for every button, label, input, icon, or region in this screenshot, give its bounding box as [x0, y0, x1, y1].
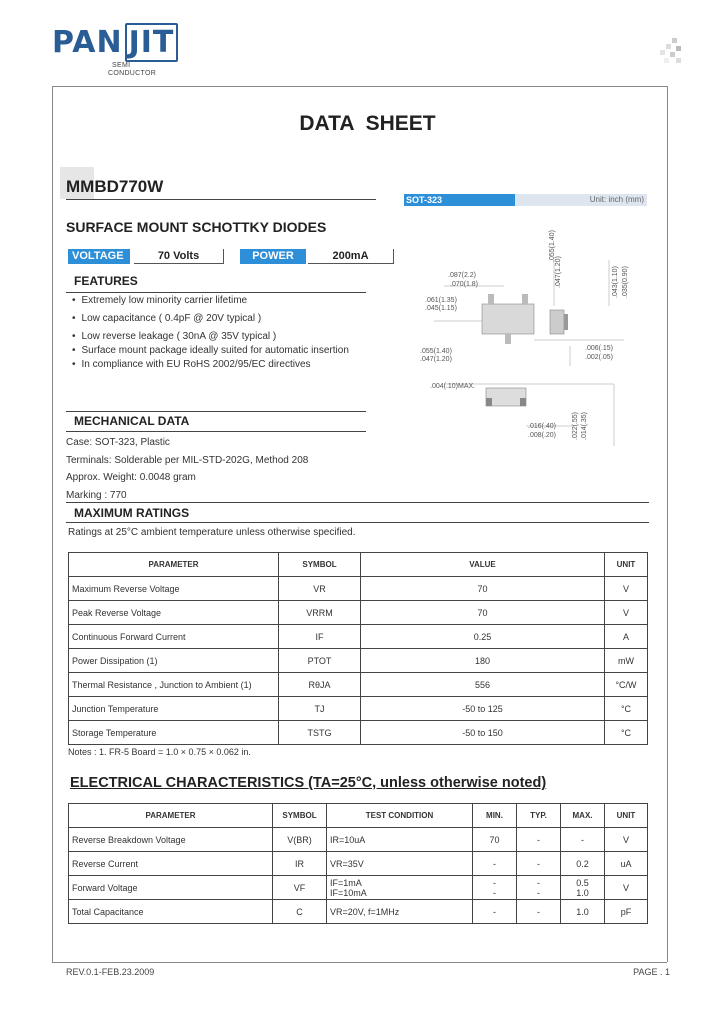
table-row: [69, 601, 648, 625]
feature-item: • Surface mount package ideally suited for automatic insertion: [72, 343, 349, 357]
cell-typ: -: [517, 852, 561, 876]
subtitle: SURFACE MOUNT SCHOTTKY DIODES: [66, 219, 327, 235]
mech-line: [66, 431, 366, 432]
ratings-note: Ratings at 25°C ambient temperature unless otherwise specified.: [68, 527, 356, 538]
max-ratings-table: [68, 552, 648, 745]
cell-parameter: Reverse Breakdown Voltage: [69, 828, 273, 852]
cell-parameter: Forward Voltage: [69, 876, 273, 900]
dim-label: .022(.55): [572, 411, 579, 440]
mech-item: Marking : 770: [66, 489, 127, 501]
part-number: MMBD770W: [66, 177, 164, 196]
cell-unit: pF: [605, 900, 648, 924]
cell-symbol: VR: [279, 577, 361, 601]
table-row: [69, 852, 648, 876]
cell-unit: °C: [605, 697, 648, 721]
logo-subtitle: [108, 62, 156, 78]
cell-min: 70: [473, 828, 517, 852]
cell-unit: V: [605, 876, 648, 900]
frame-left: [52, 86, 53, 962]
dim-label: .087(2.2): [448, 272, 477, 279]
cell-parameter: Peak Reverse Voltage: [69, 601, 279, 625]
mech-item: Terminals: Solderable per MIL-STD-202G, Method 208: [66, 454, 309, 466]
page-number: PAGE . 1: [633, 967, 670, 977]
col-header: TYP.: [517, 804, 561, 828]
features-heading: FEATURES: [74, 274, 138, 288]
frame-right: [667, 86, 668, 962]
cell-symbol: IR: [273, 852, 327, 876]
table-row: [69, 876, 648, 900]
logo-sub-1: SEMI: [112, 62, 131, 69]
corner-dots-icon: [642, 38, 682, 64]
cell-parameter: Storage Temperature: [69, 721, 279, 745]
mechanical-list: [66, 434, 308, 504]
package-unit: Unit: inch (mm): [589, 195, 644, 204]
cell-unit: V: [605, 577, 648, 601]
logo-jit: JIT: [125, 23, 179, 62]
cell-value: 556: [361, 673, 605, 697]
cell-max: -: [561, 828, 605, 852]
cell-parameter: Junction Temperature: [69, 697, 279, 721]
cell-unit: °C: [605, 721, 648, 745]
dim-label: .006(.15): [585, 345, 614, 352]
cell-unit: mW: [605, 649, 648, 673]
cell-parameter: Reverse Current: [69, 852, 273, 876]
cell-typ: -: [517, 828, 561, 852]
ratings-line: [66, 522, 649, 523]
cell-parameter: Total Capacitance: [69, 900, 273, 924]
mech-item: Approx. Weight: 0.0048 gram: [66, 472, 196, 483]
dim-label: .047(1.20): [555, 256, 562, 288]
table-row: [69, 900, 648, 924]
dim-label: .055(1.40): [549, 230, 556, 262]
feature-item: • In compliance with EU RoHS 2002/95/EC directives: [72, 357, 349, 373]
feature-item: • Low reverse leakage ( 30nA @ 35V typical ): [72, 329, 349, 343]
mech-line-top: [66, 411, 366, 412]
table-header-row: [69, 553, 648, 577]
cell-unit: A: [605, 625, 648, 649]
cell-unit: V: [605, 601, 648, 625]
frame-top: [52, 86, 667, 87]
dim-label: .004(.10)MAX.: [430, 383, 476, 390]
cell-value: 70: [361, 601, 605, 625]
dim-label: .002(.05): [585, 354, 614, 361]
features-list: [72, 293, 349, 373]
cell-symbol: RθJA: [279, 673, 361, 697]
voltage-value: 70 Volts: [134, 249, 224, 264]
cell-condition: VR=20V, f=1MHz: [327, 900, 473, 924]
table-row: [69, 577, 648, 601]
cell-typ: - -: [517, 876, 561, 900]
cell-value: 0.25: [361, 625, 605, 649]
mech-item: Case: SOT-323, Plastic: [66, 437, 170, 448]
table-row: [69, 673, 648, 697]
dim-label: .008(.20): [528, 432, 557, 439]
cell-unit: V: [605, 828, 648, 852]
cell-value: -50 to 150: [361, 721, 605, 745]
cell-symbol: IF: [279, 625, 361, 649]
cell-min: -: [473, 900, 517, 924]
cell-condition: IR=10uA: [327, 828, 473, 852]
table-row: [69, 649, 648, 673]
logo-sub-2: CONDUCTOR: [108, 70, 157, 77]
cell-value: 70: [361, 577, 605, 601]
col-header: MIN.: [473, 804, 517, 828]
col-header: MAX.: [561, 804, 605, 828]
col-header: PARAMETER: [69, 804, 273, 828]
cell-typ: -: [517, 900, 561, 924]
cell-max: 0.5 1.0: [561, 876, 605, 900]
cell-symbol: VRRM: [279, 601, 361, 625]
cell-unit: uA: [605, 852, 648, 876]
max-ratings-heading: MAXIMUM RATINGS: [74, 506, 190, 520]
cell-value: 180: [361, 649, 605, 673]
cell-symbol: C: [273, 900, 327, 924]
cell-min: - -: [473, 876, 517, 900]
power-value: 200mA: [308, 249, 394, 264]
table-row: [69, 697, 648, 721]
dim-label: .045(1.15): [425, 305, 457, 312]
cell-parameter: Thermal Resistance , Junction to Ambient (1): [69, 673, 279, 697]
cell-unit: °C/W: [605, 673, 648, 697]
cell-value: -50 to 125: [361, 697, 605, 721]
revision: REV.0.1-FEB.23.2009: [66, 967, 155, 977]
electrical-table: [68, 803, 648, 924]
page-title: DATA SHEET: [299, 112, 436, 135]
frame-bottom: [52, 962, 667, 963]
cell-parameter: Maximum Reverse Voltage: [69, 577, 279, 601]
logo-pan: PAN: [52, 25, 123, 60]
feature-item: • Low capacitance ( 0.4pF @ 20V typical ): [72, 311, 349, 329]
dim-label: .043(1.10): [612, 266, 619, 298]
cell-condition: IF=1mA IF=10mA: [327, 876, 473, 900]
table-row: [69, 721, 648, 745]
cell-condition: VR=35V: [327, 852, 473, 876]
part-underline: [66, 199, 376, 200]
mechanical-heading: MECHANICAL DATA: [74, 414, 190, 428]
dim-label: .016(.40): [528, 423, 557, 430]
cell-min: -: [473, 852, 517, 876]
table-row: [69, 625, 648, 649]
col-header: SYMBOL: [279, 553, 361, 577]
dim-label: .070(1.8): [450, 281, 479, 288]
table-header-row: [69, 804, 648, 828]
cell-symbol: TJ: [279, 697, 361, 721]
electrical-heading: ELECTRICAL CHARACTERISTICS (TA=25°C, unless otherwise noted): [70, 775, 547, 791]
dim-label: .035(0.90): [622, 266, 629, 298]
cell-symbol: PTOT: [279, 649, 361, 673]
col-header: UNIT: [605, 553, 648, 577]
package-name: SOT-323: [404, 194, 515, 206]
power-label: POWER: [240, 249, 306, 264]
feature-item: • Extremely low minority carrier lifetime: [72, 293, 349, 311]
dim-label: .055(1.40): [420, 348, 452, 355]
ratings-line-top: [66, 502, 649, 503]
cell-symbol: TSTG: [279, 721, 361, 745]
dim-label: .061(1.35): [425, 297, 457, 304]
cell-parameter: Continuous Forward Current: [69, 625, 279, 649]
cell-symbol: V(BR): [273, 828, 327, 852]
dim-label: .047(1.20): [420, 356, 452, 363]
cell-max: 0.2: [561, 852, 605, 876]
cell-symbol: VF: [273, 876, 327, 900]
voltage-label: VOLTAGE: [68, 249, 130, 264]
ratings-notes: Notes : 1. FR-5 Board = 1.0 × 0.75 × 0.062 in.: [68, 747, 251, 757]
dim-label: .014(.35): [581, 411, 588, 440]
col-header: SYMBOL: [273, 804, 327, 828]
cell-parameter: Power Dissipation (1): [69, 649, 279, 673]
cell-max: 1.0: [561, 900, 605, 924]
table-row: [69, 828, 648, 852]
col-header: UNIT: [605, 804, 648, 828]
col-header: PARAMETER: [69, 553, 279, 577]
panjit-logo: [52, 25, 178, 60]
col-header: VALUE: [361, 553, 605, 577]
col-header: TEST CONDITION: [327, 804, 473, 828]
